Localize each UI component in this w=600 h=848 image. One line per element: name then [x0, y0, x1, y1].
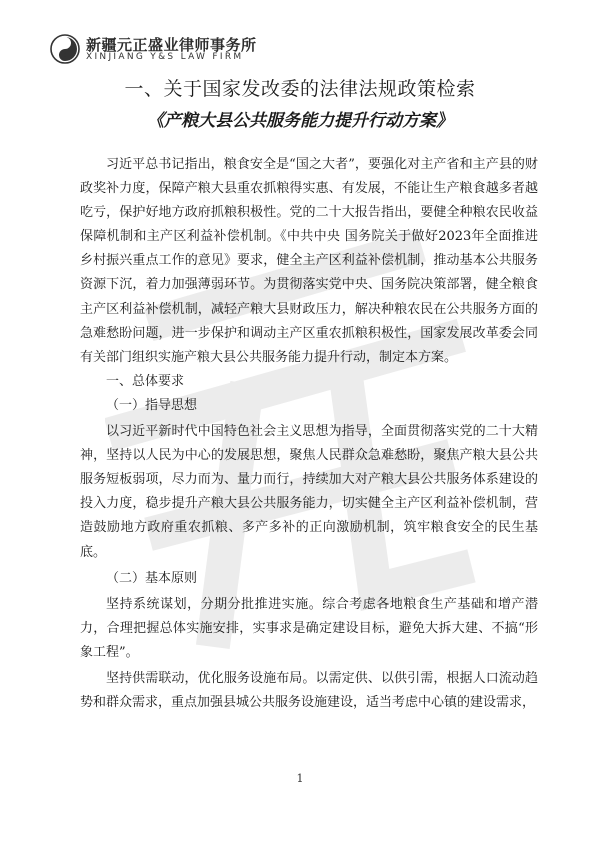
page-number: 1: [296, 772, 304, 785]
paragraph: 习近平总书记指出，粮食安全是“国之大者”，要强化对主产省和主产县的财政奖补力度，保障产粮大县重农抓粮得实惠、有发展，不能让生产粮食越多者越吃亏，保护好地方政府抓粮积极性。党的二十大报告指出，要健全种粮农民收益保障机制和主产区利益补偿机制。《中共中央 国务院关于做好2023年全面推进乡村振兴重点工作的意见》要求，健全主产区利益补偿机制，推动基本公共服务资源下沉，着力加强薄弱环节。为贯彻落实党中央、国务院决策部署，健全粮食主产区利益补偿机制，减轻产粮大县财政压力，解决种粮农民在公共服务方面的急难愁盼问题，进一步保护和调动主产区重农抓粮积极性，国家发展改革委会同有关部门组织实施产粮大县公共服务能力提升行动，制定本方案。: [80, 157, 538, 365]
document-title: 《产粮大县公共服务能力提升行动方案》: [147, 111, 453, 131]
paragraph: 坚持供需联动，优化服务设施布局。以需定供、以供引需，根据人口流动趋势和群众需求，重点加强县城公共服务设施建设，适当考虑中心镇的建设需求，: [80, 670, 538, 711]
document-body: [80, 153, 538, 715]
swirl-logo-icon: [50, 34, 80, 64]
paragraph: 坚持系统谋划，分期分批推进实施。综合考虑各地粮食生产基础和增产潜力，合理把握总体实施安排，实事求是确定建设目标，避免大拆大建、不搞“形象工程”。: [80, 596, 538, 660]
firm-name-cn: 新疆元正盛业律师事务所: [86, 36, 257, 54]
paragraph: 以习近平新时代中国特色社会主义思想为指导，全面贯彻落实党的二十大精神，坚持以人民为中心的发展思想，聚焦人民群众急难愁盼，聚焦产粮大县公共服务短板弱项，尽力而为、量力而行，持续加大对产粮大县公共服务体系建设的投入力度，稳步提升产粮大县公共服务能力，切实健全主产区利益补偿机制，营造鼓励地方政府重农抓粮、多产多补的正向激励机制，筑牢粮食安全的民生基底。: [80, 424, 538, 560]
firm-name-en: XINJIANG Y&S LAW FIRM: [86, 52, 244, 62]
letterhead: [50, 33, 310, 67]
heading-basic-principles: （二）基本原则: [106, 570, 198, 586]
section-title: 一、关于国家发改委的法律法规政策检索: [124, 78, 476, 100]
heading-general-requirements: 一、总体要求: [106, 373, 185, 389]
heading-guiding-ideology: （一）指导思想: [106, 397, 198, 413]
